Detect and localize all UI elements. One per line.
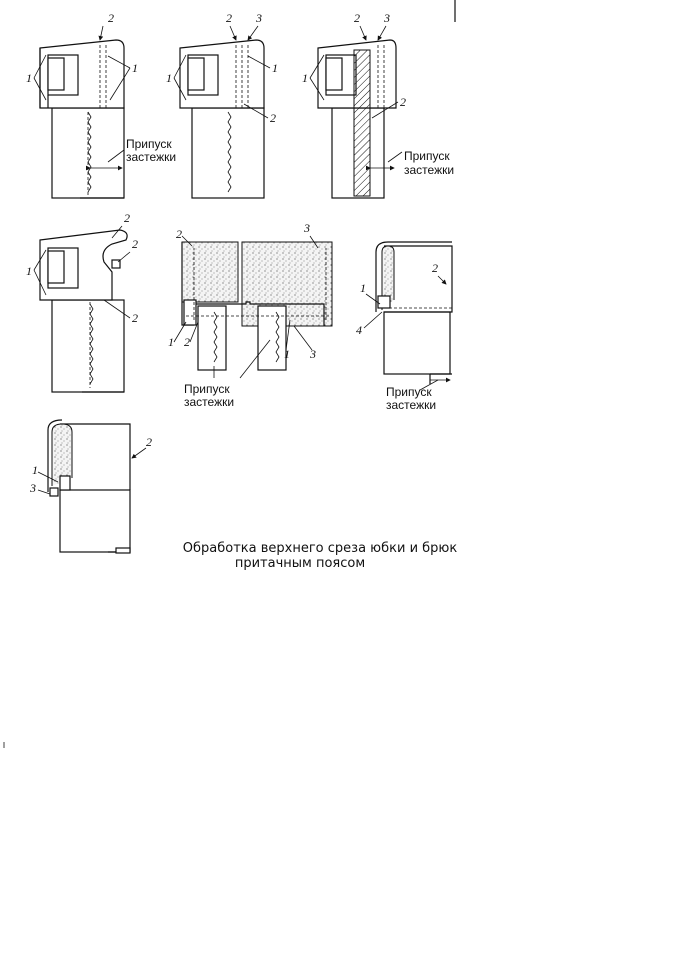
label-1: 1 — [166, 71, 172, 85]
label-3: 3 — [30, 481, 36, 495]
allowance-label-line2: застежки — [184, 395, 235, 409]
figure-g — [29, 420, 152, 553]
label-4: 4 — [356, 323, 362, 337]
label-1: 1 — [32, 463, 38, 477]
allowance-label-line2: застежки — [126, 150, 177, 164]
label-1: 1 — [284, 347, 290, 361]
label-1: 1 — [26, 71, 32, 85]
label-2: 2 — [184, 335, 190, 349]
allowance-label-line1: Припуск — [404, 149, 450, 163]
label-2: 2 — [226, 11, 232, 25]
label-2: 2 — [108, 11, 114, 25]
allowance-label-line1: Припуск — [386, 385, 432, 399]
hatched-facing — [354, 50, 370, 196]
label-1: 1 — [168, 335, 174, 349]
label-2: 2 — [176, 227, 182, 241]
label-2: 2 — [270, 111, 276, 125]
allowance-label-line2: застежки — [404, 163, 455, 177]
label-3: 3 — [384, 11, 390, 25]
caption-line-2: притачным поясом — [234, 556, 366, 571]
label-3: 3 — [256, 11, 262, 25]
figure-b — [166, 11, 278, 198]
caption-line-1: Обработка верхнего среза юбки и брюк — [182, 541, 458, 556]
label-2: 2 — [432, 261, 438, 275]
figure-f — [356, 242, 452, 412]
label-2: 2 — [400, 95, 406, 109]
allowance-label-line1: Припуск — [126, 137, 172, 151]
label-1: 1 — [132, 61, 138, 75]
label-3: 3 — [304, 221, 310, 235]
allowance-label-line2: застежки — [386, 398, 437, 412]
allowance-label-line1: Припуск — [184, 382, 230, 396]
figure-d — [26, 211, 138, 392]
figure-e — [168, 221, 332, 409]
label-1: 1 — [26, 264, 32, 278]
label-2: 2 — [354, 11, 360, 25]
label-1: 1 — [272, 61, 278, 75]
label-2: 2 — [146, 435, 152, 449]
label-1: 1 — [360, 281, 366, 295]
label-3: 3 — [310, 347, 316, 361]
label-2: 2 — [132, 311, 138, 325]
figure-c — [302, 11, 454, 198]
label-2: 2 — [132, 237, 138, 251]
label-1: 1 — [302, 71, 308, 85]
label-2: 2 — [124, 211, 130, 225]
figure-a — [26, 11, 176, 198]
